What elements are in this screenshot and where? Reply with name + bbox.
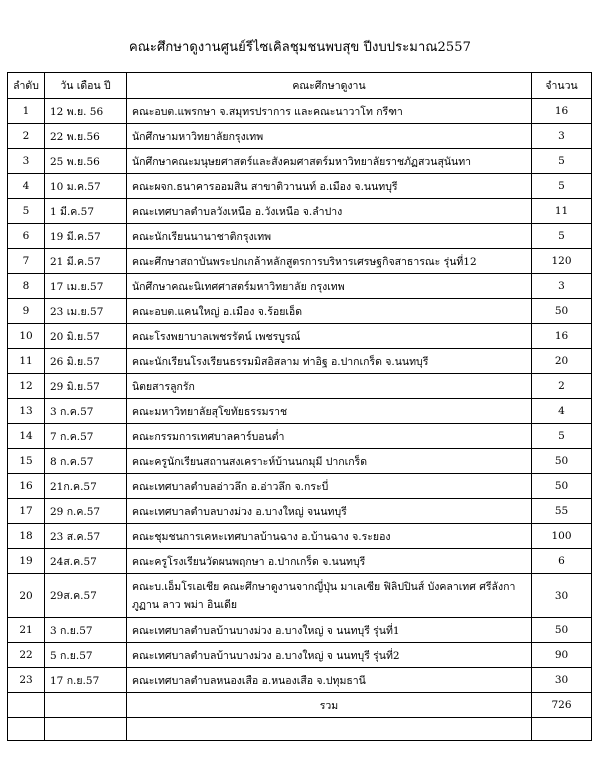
row-group-cell: คณะเทศบาลตำบลอ่าวลึก อ.อ่าวลึก จ.กระบี่	[127, 474, 532, 499]
row-date-cell: 3 ก.ย.57	[45, 618, 127, 643]
total-label-cell: รวม	[127, 693, 532, 718]
row-number-cell: 21	[8, 618, 45, 643]
row-group-cell: คณะเทศบาลตำบลบางม่วง อ.บางใหญ่ จนนทบุรี	[127, 499, 532, 524]
visit-table	[7, 72, 592, 741]
table-row	[8, 374, 592, 399]
row-number-cell: 8	[8, 274, 45, 299]
table-row	[8, 99, 592, 124]
table-row	[8, 174, 592, 199]
row-count-cell: 120	[532, 249, 592, 274]
table-body	[8, 99, 592, 741]
row-count-cell: 50	[532, 618, 592, 643]
row-date-cell: 21 มี.ค.57	[45, 249, 127, 274]
row-group-cell: นักศึกษาคณะมนุษยศาสตร์และสังคมศาสตร์มหาวิทยาลัยราชภัฏสวนสุนันทา	[127, 149, 532, 174]
row-number-cell: 10	[8, 324, 45, 349]
table-row	[8, 574, 592, 618]
row-count-cell: 50	[532, 449, 592, 474]
row-count-cell: 90	[532, 643, 592, 668]
row-group-cell: คณะผจก.ธนาคารออมสิน สาขาติวานนท์ อ.เมือง จ.นนทบุรี	[127, 174, 532, 199]
row-group-cell: คณะนักเรียนนานาชาติกรุงเทพ	[127, 224, 532, 249]
row-count-cell: 2	[532, 374, 592, 399]
row-number-cell: 4	[8, 174, 45, 199]
column-header-date: วัน เดือน ปี	[45, 73, 127, 99]
table-row	[8, 399, 592, 424]
table-header-row	[8, 73, 592, 99]
row-count-cell: 6	[532, 549, 592, 574]
row-group-cell: คณะครูโรงเรียนวัดผนพฤกษา อ.ปากเกร็ด จ.นนทบุรี	[127, 549, 532, 574]
row-number-cell: 11	[8, 349, 45, 374]
blank-cell	[127, 718, 532, 741]
table-row	[8, 349, 592, 374]
row-group-cell: คณะกรรมการเทศบาลคาร์บอนต่ำ	[127, 424, 532, 449]
row-count-cell: 5	[532, 424, 592, 449]
table-row	[8, 449, 592, 474]
row-group-cell: คณะอบต.แคนใหญ่ อ.เมือง จ.ร้อยเอ็ด	[127, 299, 532, 324]
row-count-cell: 30	[532, 574, 592, 618]
table-row	[8, 274, 592, 299]
row-group-cell: คณะเทศบาลตำบลวังเหนือ อ.วังเหนือ จ.ลำปาง	[127, 199, 532, 224]
table-row	[8, 668, 592, 693]
row-date-cell: 17 เม.ย.57	[45, 274, 127, 299]
row-group-cell: คณะเทศบาลตำบลหนองเสือ อ.หนองเสือ จ.ปทุมธานี	[127, 668, 532, 693]
row-number-cell: 23	[8, 668, 45, 693]
row-group-cell: คณะเทศบาลตำบลบ้านบางม่วง อ.บางใหญ่ จ นนทบุรี รุ่นที่2	[127, 643, 532, 668]
row-number-cell: 13	[8, 399, 45, 424]
table-row	[8, 124, 592, 149]
row-date-cell: 5 ก.ย.57	[45, 643, 127, 668]
table-row	[8, 499, 592, 524]
row-date-cell: 26 มิ.ย.57	[45, 349, 127, 374]
row-group-cell: คณะบ.เอ็มโรเอเชีย คณะศึกษาดูงานจากญี่ปุ่น มาเลเซีย ฟิลิปปินส์ บังคลาเทศ ศรีลังกา ภูฏาน ลาว พม่า อินเดีย	[127, 574, 532, 618]
blank-cell	[8, 718, 45, 741]
column-header-no: ลำดับ	[8, 73, 45, 99]
row-date-cell: 21ก.ค.57	[45, 474, 127, 499]
total-empty-cell	[45, 693, 127, 718]
total-empty-cell	[8, 693, 45, 718]
row-date-cell: 22 พ.ย.56	[45, 124, 127, 149]
row-number-cell: 22	[8, 643, 45, 668]
row-count-cell: 30	[532, 668, 592, 693]
row-group-cell: คณะเทศบาลตำบลบ้านบางม่วง อ.บางใหญ่ จ นนทบุรี รุ่นที่1	[127, 618, 532, 643]
blank-row	[8, 718, 592, 741]
row-date-cell: 12 พ.ย. 56	[45, 99, 127, 124]
table-row	[8, 224, 592, 249]
row-date-cell: 20 มิ.ย.57	[45, 324, 127, 349]
table-row	[8, 324, 592, 349]
total-value-cell: 726	[532, 693, 592, 718]
row-date-cell: 29 ก.ค.57	[45, 499, 127, 524]
row-number-cell: 3	[8, 149, 45, 174]
row-count-cell: 11	[532, 199, 592, 224]
total-row	[8, 693, 592, 718]
row-count-cell: 16	[532, 99, 592, 124]
row-count-cell: 5	[532, 174, 592, 199]
row-count-cell: 5	[532, 149, 592, 174]
row-count-cell: 3	[532, 124, 592, 149]
row-count-cell: 16	[532, 324, 592, 349]
document-title: คณะศึกษาดูงานศูนย์รีไซเคิลชุมชนพบสุข ปีงบประมาณ2557	[128, 40, 472, 55]
column-header-count: จำนวน	[532, 73, 592, 99]
table-row	[8, 199, 592, 224]
row-group-cell: คณะครูนักเรียนสถานสงเคราะห์บ้านนกมุมี ปากเกร็ด	[127, 449, 532, 474]
row-number-cell: 20	[8, 574, 45, 618]
row-number-cell: 1	[8, 99, 45, 124]
row-group-cell: นักศึกษามหาวิทยาลัยกรุงเทพ	[127, 124, 532, 149]
row-number-cell: 14	[8, 424, 45, 449]
row-group-cell: คณะมหาวิทยาลัยสุโขทัยธรรมราช	[127, 399, 532, 424]
blank-cell	[532, 718, 592, 741]
table-row	[8, 524, 592, 549]
row-number-cell: 15	[8, 449, 45, 474]
row-number-cell: 6	[8, 224, 45, 249]
row-date-cell: 23 เม.ย.57	[45, 299, 127, 324]
table-row	[8, 299, 592, 324]
row-date-cell: 8 ก.ค.57	[45, 449, 127, 474]
row-count-cell: 100	[532, 524, 592, 549]
row-number-cell: 7	[8, 249, 45, 274]
row-group-cell: นิตยสารลูกรัก	[127, 374, 532, 399]
row-number-cell: 5	[8, 199, 45, 224]
row-date-cell: 23 ส.ค.57	[45, 524, 127, 549]
row-number-cell: 9	[8, 299, 45, 324]
row-number-cell: 17	[8, 499, 45, 524]
row-number-cell: 18	[8, 524, 45, 549]
row-count-cell: 20	[532, 349, 592, 374]
row-date-cell: 29ส.ค.57	[45, 574, 127, 618]
table-row	[8, 618, 592, 643]
row-date-cell: 3 ก.ค.57	[45, 399, 127, 424]
row-date-cell: 25 พ.ย.56	[45, 149, 127, 174]
row-group-cell: คณะนักเรียนโรงเรียนธรรมมิสอิสลาม ท่าอิฐ อ.ปากเกร็ด จ.นนทบุรี	[127, 349, 532, 374]
table-row	[8, 424, 592, 449]
row-number-cell: 16	[8, 474, 45, 499]
row-group-cell: คณะศึกษาสถาบันพระปกเกล้าหลักสูตรการบริหารเศรษฐกิจสาธารณะ รุ่นที่12	[127, 249, 532, 274]
row-group-cell: นักศึกษาคณะนิเทศศาสตร์มหาวิทยาลัย กรุงเทพ	[127, 274, 532, 299]
row-count-cell: 50	[532, 299, 592, 324]
blank-cell	[45, 718, 127, 741]
row-count-cell: 3	[532, 274, 592, 299]
row-group-cell: คณะโรงพยาบาลเพชรรัตน์ เพชรบูรณ์	[127, 324, 532, 349]
row-count-cell: 55	[532, 499, 592, 524]
table-row	[8, 149, 592, 174]
row-date-cell: 1 มี.ค.57	[45, 199, 127, 224]
row-count-cell: 50	[532, 474, 592, 499]
row-date-cell: 19 มี.ค.57	[45, 224, 127, 249]
row-date-cell: 24ส.ค.57	[45, 549, 127, 574]
row-date-cell: 10 ม.ค.57	[45, 174, 127, 199]
row-date-cell: 17 ก.ย.57	[45, 668, 127, 693]
table-row	[8, 249, 592, 274]
row-group-cell: คณะชุมชนการเคหะเทศบาลบ้านฉาง อ.บ้านฉาง จ.ระยอง	[127, 524, 532, 549]
column-header-group: คณะศึกษาดูงาน	[127, 73, 532, 99]
row-number-cell: 2	[8, 124, 45, 149]
table-row	[8, 643, 592, 668]
table-row	[8, 549, 592, 574]
row-date-cell: 29 มิ.ย.57	[45, 374, 127, 399]
table-row	[8, 474, 592, 499]
row-number-cell: 12	[8, 374, 45, 399]
row-date-cell: 7 ก.ค.57	[45, 424, 127, 449]
row-number-cell: 19	[8, 549, 45, 574]
row-count-cell: 5	[532, 224, 592, 249]
row-group-cell: คณะอบต.แพรกษา จ.สมุทรปราการ และคณะนาวาโท กรีฑา	[127, 99, 532, 124]
row-count-cell: 4	[532, 399, 592, 424]
